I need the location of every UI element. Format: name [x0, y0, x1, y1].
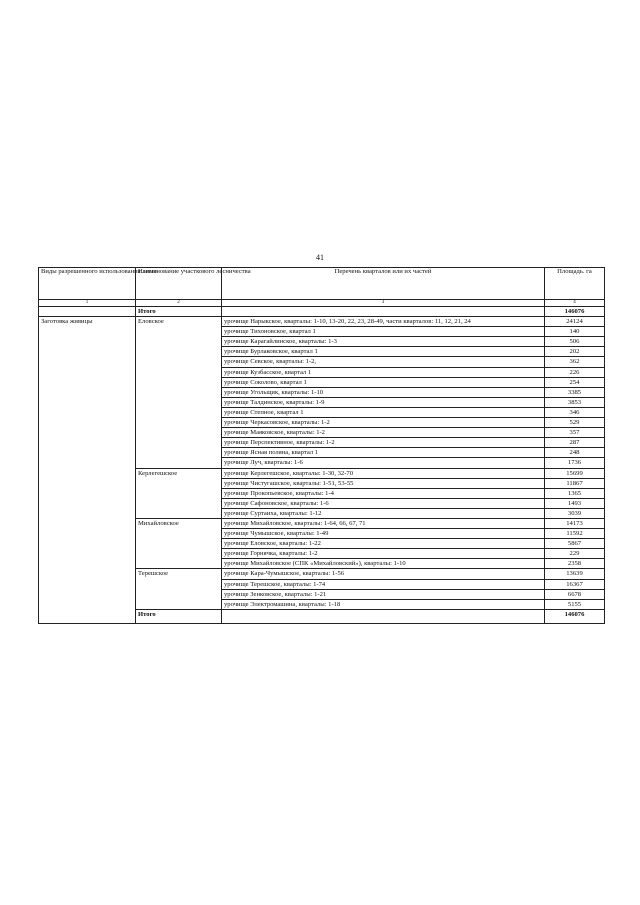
table-row — [39, 579, 605, 589]
empty-cell — [136, 579, 222, 589]
empty-cell — [39, 569, 136, 579]
area-value: 254 — [545, 377, 605, 387]
quarter-description: урочище Тихоновское, квартал 1 — [222, 327, 545, 337]
quarter-description: урочище Карагайлинское, кварталы: 1-3 — [222, 337, 545, 347]
area-value: 357 — [545, 428, 605, 438]
quarter-description: урочище Бурлаковское, квартал 1 — [222, 347, 545, 357]
empty-cell — [136, 438, 222, 448]
total-area: 146076 — [545, 609, 605, 624]
empty-cell — [39, 468, 136, 478]
total-row-bottom — [39, 609, 605, 624]
empty-cell — [136, 539, 222, 549]
quarter-description: урочище Перспективное, кварталы: 1-2 — [222, 438, 545, 448]
empty-cell — [39, 367, 136, 377]
empty-cell — [39, 478, 136, 488]
table-row — [39, 458, 605, 468]
empty-cell — [136, 529, 222, 539]
quarter-description: урочище Михайловское, кварталы: 1-64, 66, 67, 71 — [222, 518, 545, 528]
quarter-description: урочище Кузбасское, квартал 1 — [222, 367, 545, 377]
empty-cell — [39, 407, 136, 417]
empty-cell — [39, 418, 136, 428]
empty-cell — [136, 327, 222, 337]
empty-cell — [136, 407, 222, 417]
table-header — [39, 268, 605, 307]
table-row — [39, 397, 605, 407]
empty-cell — [136, 589, 222, 599]
empty-cell — [222, 609, 545, 624]
quarter-description: урочище Луч, кварталы: 1-6 — [222, 458, 545, 468]
table-row — [39, 539, 605, 549]
column-number: 1 — [39, 300, 136, 307]
quarter-description: урочище Сафоновское, кварталы: 1-6 — [222, 498, 545, 508]
header-usage-type: Виды разрешенного использования лесов — [39, 268, 136, 300]
area-value: 287 — [545, 438, 605, 448]
empty-cell — [39, 508, 136, 518]
total-row-top — [39, 307, 605, 317]
empty-cell — [136, 397, 222, 407]
table-row — [39, 377, 605, 387]
quarter-description: урочище Чистугашское, кварталы: 1-51, 53-55 — [222, 478, 545, 488]
area-value: 1736 — [545, 458, 605, 468]
quarter-description: урочище Еловское, кварталы: 1-22 — [222, 539, 545, 549]
area-value: 2358 — [545, 559, 605, 569]
empty-cell — [39, 387, 136, 397]
table-row — [39, 428, 605, 438]
area-value: 1493 — [545, 498, 605, 508]
forestry-name: Терешское — [136, 569, 222, 579]
empty-cell — [39, 498, 136, 508]
table-row — [39, 407, 605, 417]
empty-cell — [39, 438, 136, 448]
area-value: 11867 — [545, 478, 605, 488]
quarter-description: урочище Талдинское, кварталы: 1-9 — [222, 397, 545, 407]
quarter-description: урочище Электромашина, кварталы: 1-18 — [222, 599, 545, 609]
quarter-description: урочище Суртаиха, кварталы: 1-12 — [222, 508, 545, 518]
empty-cell — [39, 458, 136, 468]
table-row — [39, 357, 605, 367]
area-value: 362 — [545, 357, 605, 367]
area-value: 3039 — [545, 508, 605, 518]
area-value: 346 — [545, 407, 605, 417]
area-value: 5867 — [545, 539, 605, 549]
area-value: 15699 — [545, 468, 605, 478]
empty-cell — [136, 418, 222, 428]
empty-cell — [136, 428, 222, 438]
quarter-description: урочище Маяковское, кварталы: 1-2 — [222, 428, 545, 438]
table-row — [39, 589, 605, 599]
table-row — [39, 559, 605, 569]
table-row — [39, 468, 605, 478]
area-value: 3853 — [545, 397, 605, 407]
empty-cell — [136, 458, 222, 468]
empty-cell — [136, 347, 222, 357]
area-value: 140 — [545, 327, 605, 337]
forest-usage-table — [38, 267, 605, 624]
usage-type-cell: Заготовка живицы — [39, 317, 136, 327]
empty-cell — [39, 609, 136, 624]
area-value: 529 — [545, 418, 605, 428]
table-row — [39, 549, 605, 559]
area-value: 14173 — [545, 518, 605, 528]
quarter-description: урочище Терешское, кварталы: 1-74 — [222, 579, 545, 589]
empty-cell — [39, 357, 136, 367]
empty-cell — [39, 589, 136, 599]
table-row — [39, 347, 605, 357]
quarter-description: урочище Соколово, квартал 1 — [222, 377, 545, 387]
empty-cell — [136, 337, 222, 347]
empty-cell — [39, 327, 136, 337]
total-label: Итого — [136, 307, 222, 317]
empty-cell — [136, 508, 222, 518]
empty-cell — [136, 478, 222, 488]
empty-cell — [136, 488, 222, 498]
area-value: 248 — [545, 448, 605, 458]
quarter-description: урочище Зенковское, кварталы: 1-21 — [222, 589, 545, 599]
empty-cell — [136, 357, 222, 367]
empty-cell — [39, 307, 136, 317]
table-row — [39, 337, 605, 347]
empty-cell — [39, 529, 136, 539]
forestry-name: Керлегешское — [136, 468, 222, 478]
area-value: 202 — [545, 347, 605, 357]
empty-cell — [39, 549, 136, 559]
table-row — [39, 508, 605, 518]
table-row — [39, 599, 605, 609]
table-row — [39, 418, 605, 428]
empty-cell — [136, 498, 222, 508]
area-value: 6678 — [545, 589, 605, 599]
empty-cell — [39, 488, 136, 498]
area-value: 506 — [545, 337, 605, 347]
quarter-description: урочище Угольщик, кварталы: 1-10 — [222, 387, 545, 397]
page-number: 41 — [316, 253, 324, 262]
quarter-description: урочище Керлегешское, кварталы: 1-30, 32-70 — [222, 468, 545, 478]
empty-cell — [136, 448, 222, 458]
header-forestry: Наименование участкового лесничества — [136, 268, 222, 300]
quarter-description: урочище Чумышское, кварталы: 1-49 — [222, 529, 545, 539]
column-number: 2 — [136, 300, 222, 307]
empty-cell — [39, 377, 136, 387]
quarter-description: урочище Кара-Чумышское, кварталы: 1-56 — [222, 569, 545, 579]
area-value: 11592 — [545, 529, 605, 539]
empty-cell — [136, 387, 222, 397]
total-area: 146076 — [545, 307, 605, 317]
forestry-name: Михайловское — [136, 518, 222, 528]
area-value: 24124 — [545, 317, 605, 327]
forestry-name: Еловское — [136, 317, 222, 327]
empty-cell — [39, 448, 136, 458]
empty-cell — [39, 347, 136, 357]
table-row — [39, 488, 605, 498]
table-row — [39, 317, 605, 327]
table-row — [39, 569, 605, 579]
empty-cell — [136, 599, 222, 609]
table-row — [39, 518, 605, 528]
table-body — [39, 307, 605, 624]
quarter-description: урочище Ясная поляна, квартал 1 — [222, 448, 545, 458]
empty-cell — [39, 579, 136, 589]
table-row — [39, 448, 605, 458]
total-label: Итого — [136, 609, 222, 624]
area-value: 3385 — [545, 387, 605, 397]
table-row — [39, 387, 605, 397]
empty-cell — [222, 307, 545, 317]
quarter-description: урочище Прокопьевское, кварталы: 1-4 — [222, 488, 545, 498]
area-value: 13639 — [545, 569, 605, 579]
header-area: Площадь. га — [545, 268, 605, 300]
table-row — [39, 367, 605, 377]
empty-cell — [136, 377, 222, 387]
area-value: 16367 — [545, 579, 605, 589]
empty-cell — [39, 518, 136, 528]
empty-cell — [39, 337, 136, 347]
empty-cell — [39, 539, 136, 549]
table-row — [39, 478, 605, 488]
empty-cell — [136, 367, 222, 377]
area-value: 229 — [545, 549, 605, 559]
empty-cell — [39, 397, 136, 407]
empty-cell — [136, 559, 222, 569]
table-row — [39, 327, 605, 337]
area-value: 226 — [545, 367, 605, 377]
empty-cell — [136, 549, 222, 559]
empty-cell — [39, 559, 136, 569]
header-quarters: Перечень кварталов или их частей — [222, 268, 545, 300]
quarter-description: урочище Нарыкское, кварталы: 1-10, 13-20, 22, 23, 28-49, части кварталов: 11, 12, 21, 24 — [222, 317, 545, 327]
quarter-description: урочище Севское, кварталы: 1-2, — [222, 357, 545, 367]
empty-cell — [39, 599, 136, 609]
area-value: 5155 — [545, 599, 605, 609]
table-row — [39, 498, 605, 508]
area-value: 1365 — [545, 488, 605, 498]
quarter-description: урочище Горнячка, кварталы: 1-2 — [222, 549, 545, 559]
quarter-description: урочище Черкасовское, кварталы: 1-2 — [222, 418, 545, 428]
empty-cell — [39, 428, 136, 438]
column-number: 4 — [545, 300, 605, 307]
table-row — [39, 438, 605, 448]
quarter-description: урочище Степное, квартал 1 — [222, 407, 545, 417]
table-row — [39, 529, 605, 539]
quarter-description: урочище Михайловское (СПК «Михайловский»), кварталы: 1-10 — [222, 559, 545, 569]
column-number: 3 — [222, 300, 545, 307]
